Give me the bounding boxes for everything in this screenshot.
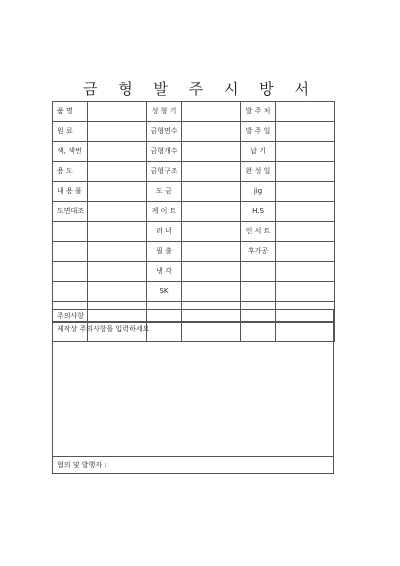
field-value[interactable] [276,142,335,162]
field-value[interactable] [276,162,335,182]
field-label: 냉 각 [147,262,182,282]
field-value[interactable] [88,262,147,282]
field-value[interactable] [182,282,241,302]
field-label: 러 너 [147,222,182,242]
field-label: 금형개수 [147,142,182,162]
field-value[interactable] [88,222,147,242]
form-row [53,202,335,222]
field-label [53,242,88,262]
field-value[interactable] [276,182,335,202]
field-label: H.S [241,202,276,222]
field-value[interactable] [88,282,147,302]
field-value[interactable] [88,142,147,162]
field-label: 완 성 일 [241,162,276,182]
form-row [53,262,335,282]
field-value[interactable] [182,142,241,162]
field-value[interactable] [88,122,147,142]
field-label: 인 서 트 [241,222,276,242]
form-row [53,162,335,182]
field-value[interactable] [276,102,335,122]
field-value[interactable] [276,222,335,242]
form-row [53,282,335,302]
form-row [53,242,335,262]
field-value[interactable] [88,102,147,122]
field-label: 게 이 트 [147,202,182,222]
field-value[interactable] [182,262,241,282]
field-value[interactable] [182,202,241,222]
field-value[interactable] [88,162,147,182]
field-label: 필 출 [147,242,182,262]
field-label: 원 료 [53,122,88,142]
field-label [241,262,276,282]
form-row [53,102,335,122]
field-value[interactable] [276,262,335,282]
field-label [241,282,276,302]
field-value[interactable] [276,202,335,222]
field-value[interactable] [182,242,241,262]
field-value[interactable] [182,102,241,122]
notes-section [52,309,334,474]
field-value[interactable] [276,282,335,302]
form-row [53,122,335,142]
field-label: 도면대조 [53,202,88,222]
field-label [53,262,88,282]
field-value[interactable] [88,242,147,262]
field-label: 후가공 [241,242,276,262]
field-label: 내 용 물 [53,182,88,202]
field-label: 발 주 처 [241,102,276,122]
notes-heading: 주의사항 [53,310,334,323]
notes-body-field[interactable]: 제작상 주의사항을 입력하세요 [53,323,334,457]
field-label: 색, 색번 [53,142,88,162]
field-value[interactable] [182,222,241,242]
field-label: 도 금 [147,182,182,202]
field-label: SK [147,282,182,302]
form-row [53,182,335,202]
form-row [53,142,335,162]
field-value[interactable] [182,122,241,142]
field-label: 품 명 [53,102,88,122]
field-label [53,282,88,302]
field-value[interactable] [88,182,147,202]
field-label: 납 기 [241,142,276,162]
field-label: 용 도 [53,162,88,182]
field-label [53,222,88,242]
field-label: 금형면수 [147,122,182,142]
form-row [53,222,335,242]
issuer-field[interactable]: 협의 및 발행자 : [53,457,334,474]
field-value[interactable] [276,242,335,262]
field-label: jig [241,182,276,202]
field-label: 성 형 기 [147,102,182,122]
order-spec-table [52,101,335,342]
field-label: 발 주 일 [241,122,276,142]
field-label: 금형구조 [147,162,182,182]
field-value[interactable] [182,162,241,182]
field-value[interactable] [182,182,241,202]
field-value[interactable] [88,202,147,222]
field-value[interactable] [276,122,335,142]
document-title: 금 형 발 주 시 방 서 [82,80,318,98]
